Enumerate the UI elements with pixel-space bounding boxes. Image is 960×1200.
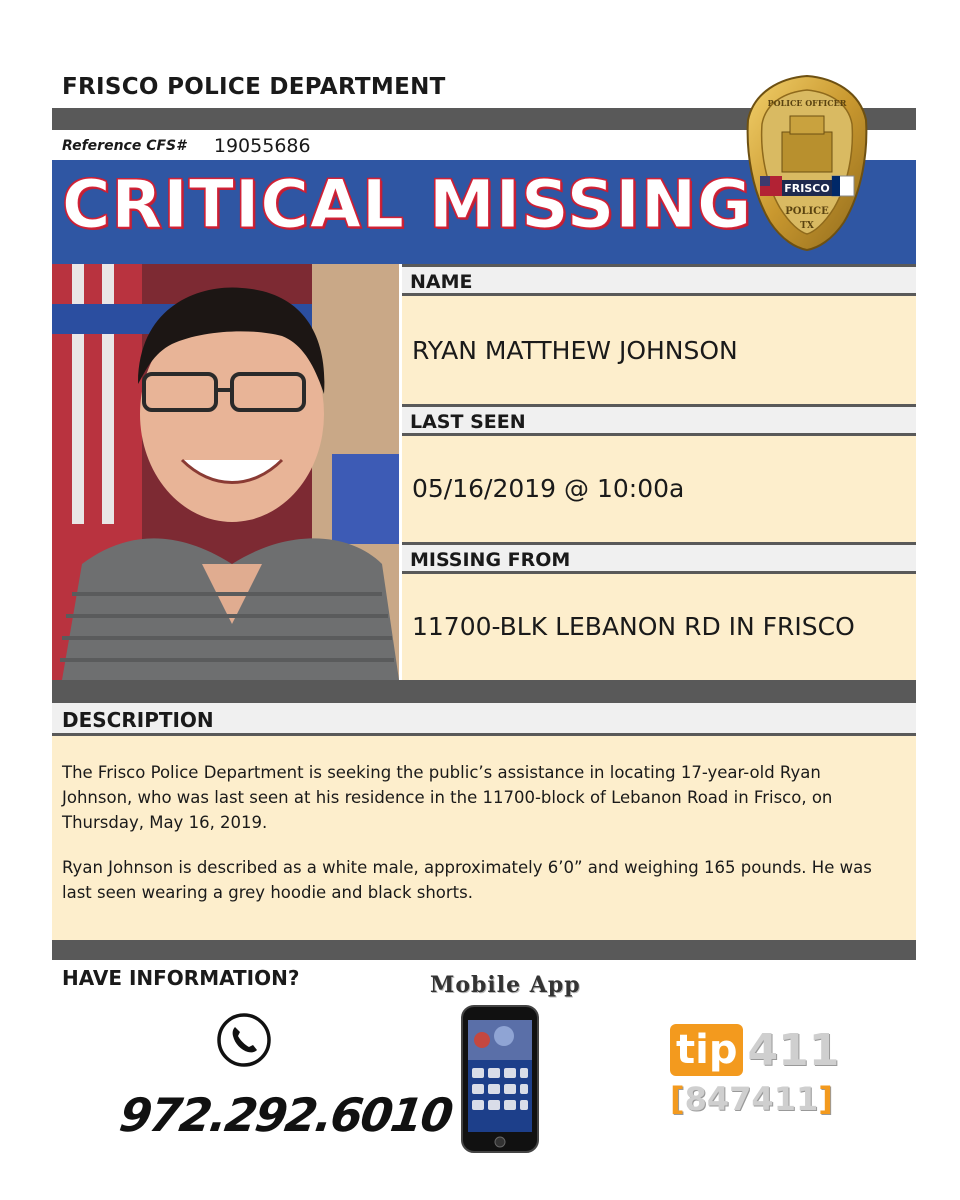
tip411-logo: [670, 1024, 839, 1118]
missing-person-photo: [52, 264, 399, 680]
badge-bottom-label: POLICE: [785, 206, 829, 217]
tip-phone-number[interactable]: 972.292.6010: [116, 1088, 455, 1142]
tip-bracket-open: [: [670, 1080, 685, 1118]
reference-number: 19055686: [213, 135, 311, 157]
missing-from-label: MISSING FROM: [410, 549, 571, 571]
badge-top-label: POLICE OFFICER: [767, 98, 847, 108]
description-paragraph-2: Ryan Johnson is described as a white male, approximately 6’0” and weighing 165 pounds. He was last seen wearing a grey hoodie and black shorts.: [62, 858, 872, 902]
reference-row: [62, 132, 311, 160]
bottom-divider: [52, 940, 916, 960]
have-information-heading: HAVE INFORMATION?: [62, 966, 300, 990]
badge-city-label: FRISCO: [784, 182, 830, 195]
name-value-box: [402, 296, 916, 404]
missing-from-value-box: [402, 574, 916, 680]
smartphone-icon[interactable]: [460, 1004, 540, 1154]
police-badge-icon: [744, 72, 870, 252]
missing-from-label-box: [402, 542, 916, 574]
description-paragraph-1: The Frisco Police Department is seeking the public’s assistance in locating 17-year-old Ryan Johnson, who was last seen at his residence in the 11700-block of Lebanon Road in Frisco, on Thursday, May 16, 2019.: [62, 763, 833, 832]
department-title: FRISCO POLICE DEPARTMENT: [62, 74, 446, 100]
last-seen-label-box: [402, 404, 916, 436]
banner-title: CRITICAL MISSING: [62, 166, 753, 243]
last-seen-label: LAST SEEN: [410, 411, 526, 433]
tip-text-code: [670, 1080, 839, 1118]
reference-label: Reference CFS#: [62, 138, 186, 154]
description-label: DESCRIPTION: [62, 708, 214, 732]
tip-code-number: 847411: [684, 1080, 819, 1118]
name-value: RYAN MATTHEW JOHNSON: [412, 336, 738, 365]
badge-state-label: TX: [800, 221, 814, 231]
last-seen-value-box: [402, 436, 916, 542]
tip-bracket-close: ]: [818, 1080, 833, 1118]
phone-icon: [216, 1012, 272, 1068]
name-label: NAME: [410, 271, 473, 293]
tip-word: tip: [670, 1024, 743, 1076]
mid-divider: [52, 680, 916, 700]
missing-from-value: 11700-BLK LEBANON RD IN FRISCO: [412, 612, 855, 641]
description-body: [52, 736, 916, 940]
mobile-app-label: Mobile App: [430, 972, 581, 998]
description-label-box: [52, 700, 916, 736]
name-label-box: [402, 264, 916, 296]
last-seen-value: 05/16/2019 @ 10:00a: [412, 474, 685, 503]
tip-number: 411: [747, 1024, 840, 1076]
